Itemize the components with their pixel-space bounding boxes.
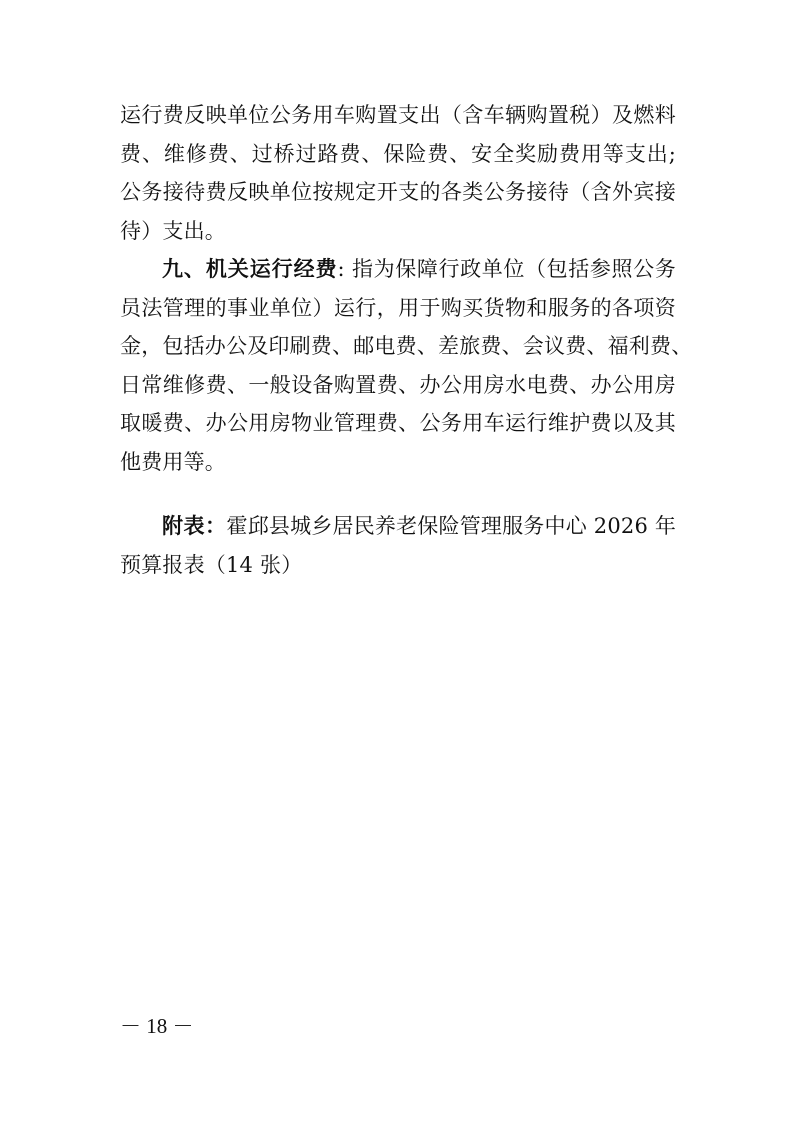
paragraph-operating-costs	[120, 96, 676, 250]
appendix-note	[120, 507, 676, 584]
text-line	[120, 250, 676, 289]
document-body	[120, 96, 693, 584]
paragraph-spacer	[120, 481, 676, 507]
text-line: 费、维修费、过桥过路费、保险费、安全奖励费用等支出;	[120, 141, 676, 166]
text-line: 他费用等。	[120, 449, 226, 474]
appendix-label: 附表：	[162, 514, 227, 538]
text-line: 日常维修费、一般设备购置费、办公用房水电费、办公用房	[120, 372, 676, 397]
text-line: 金，包括办公及印刷费、邮电费、差旅费、会议费、福利费、	[120, 334, 693, 358]
heading-continuation: : 指为保障行政单位（包括参照公务	[337, 257, 677, 281]
text-line: 待）支出。	[120, 218, 226, 243]
section-heading: 九、机关运行经费	[162, 257, 338, 281]
page-number: － 18 －	[120, 1014, 194, 1038]
text-line: 员法管理的事业单位）运行，用于购买货物和服务的各项资	[120, 295, 676, 320]
text-line: 预算报表（14 张）	[120, 552, 303, 577]
paragraph-agency-operating-funds	[120, 250, 693, 481]
appendix-title: 霍邱县城乡居民养老保险管理服务中心 2026 年	[226, 514, 677, 538]
text-line: 公务接待费反映单位按规定开支的各类公务接待（含外宾接	[120, 180, 676, 204]
text-line: 运行费反映单位公务用车购置支出（含车辆购置税）及燃料	[120, 103, 676, 127]
text-line: 取暖费、办公用房物业管理费、公务用车运行维护费以及其	[120, 411, 676, 435]
text-line	[120, 507, 676, 546]
